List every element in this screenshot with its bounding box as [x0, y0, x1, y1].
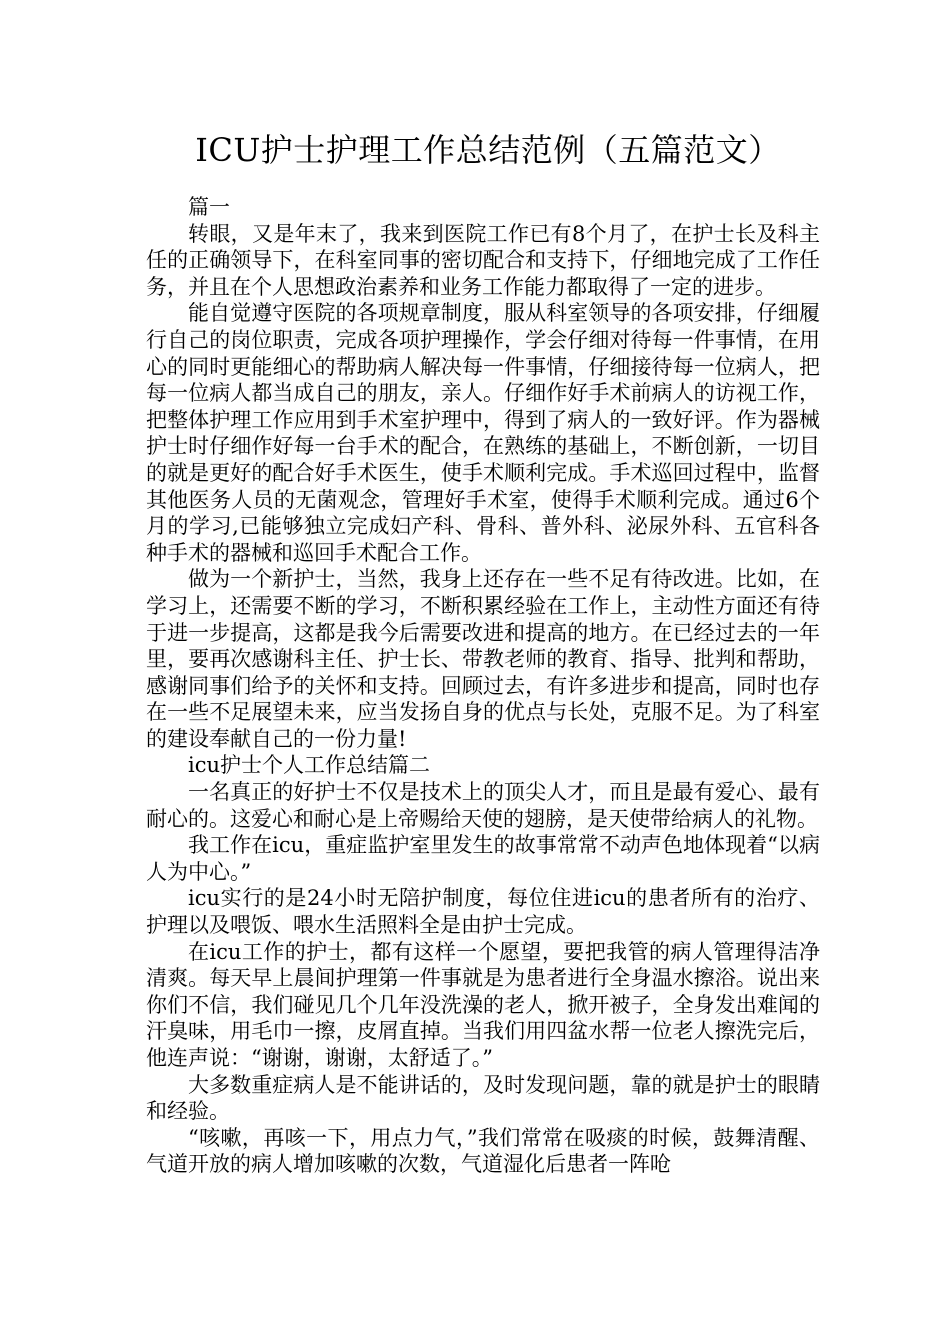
paragraph: 能自觉遵守医院的各项规章制度，服从科室领导的各项安排，仔细履行自己的岗位职责，完成各项护理操作，学会仔细对待每一件事情，在用心的同时更能细心的帮助病人解决每一件事情，仔细接待每一位病人，把每一位病人都当成自己的朋友，亲人。仔细作好手术前病人的访视工作，把整体护理工作应用到手术室护理中，得到了病人的一致好评。作为器械护士时仔细作好每一台手术的配合，在熟练的基础上，不断创新，一切目的就是更好的配合好手术医生，使手术顺利完成。手术巡回过程中，监督其他医务人员的无菌观念，管理好手术室，使得手术顺利完成。通过6个月的学习,已能够独立完成妇产科、骨科、普外科、泌尿外科、五官科各种手术的器械和巡回手术配合工作。: [146, 301, 820, 565]
paragraph: 在icu工作的护士，都有这样一个愿望，要把我管的病人管理得洁净清爽。每天早上晨间护理第一件事就是为患者进行全身温水擦浴。说出来你们不信，我们碰见几个几年没洗澡的老人，掀开被子，全身发出难闻的汗臭味，用毛巾一擦，皮屑直掉。当我们用四盆水帮一位老人擦洗完后，他连声说：“谢谢，谢谢，太舒适了。”: [146, 939, 820, 1070]
paragraph: 大多数重症病人是不能讲话的，及时发现问题，靠的就是护士的眼睛和经验。: [146, 1072, 820, 1124]
paragraph: 我工作在icu，重症监护室里发生的故事常常不动声色地体现着“以病人为中心。”: [146, 833, 820, 884]
paragraph: icu实行的是24小时无陪护制度，每位住进icu的患者所有的治疗、护理以及喂饭、喂水生活照料全是由护士完成。: [146, 886, 820, 938]
document-page: [146, 128, 820, 1178]
paragraph: 一名真正的好护士不仅是技术上的顶尖人才，而且是最有爱心、最有耐心的。这爱心和耐心是上帝赐给天使的翅膀，是天使带给病人的礼物。: [146, 780, 820, 831]
paragraph: 做为一个新护士，当然，我身上还存在一些不足有待改进。比如，在学习上，还需要不断的学习，不断积累经验在工作上，主动性方面还有待于进一步提高，这都是我今后需要改进和提高的地方。在已经过去的一年里，要再次感谢科主任、护士长、带教老师的教育、指导、批判和帮助，感谢同事们给予的关怀和支持。回顾过去，有许多进步和提高，同时也存在一些不足展望未来，应当发扬自身的优点与长处，克服不足。为了科室的建设奉献自己的一份力量!: [146, 567, 820, 751]
paragraph: “咳嗽，再咳一下，用点力气，”我们常常在吸痰的时候，鼓舞清醒、气道开放的病人增加咳嗽的次数，气道湿化后患者一阵呛: [146, 1125, 820, 1177]
paragraph: 转眼，又是年末了，我来到医院工作已有8个月了，在护士长及科主任的正确领导下，在科室同事的密切配合和支持下，仔细地完成了工作任务，并且在个人思想政治素养和业务工作能力都取得了一定的进步。: [146, 221, 820, 299]
document-title: ICU护士护理工作总结范例（五篇范文）: [195, 131, 781, 169]
section-heading-2: icu护士个人工作总结篇二: [188, 753, 431, 778]
section-heading-1: 篇一: [188, 195, 230, 219]
